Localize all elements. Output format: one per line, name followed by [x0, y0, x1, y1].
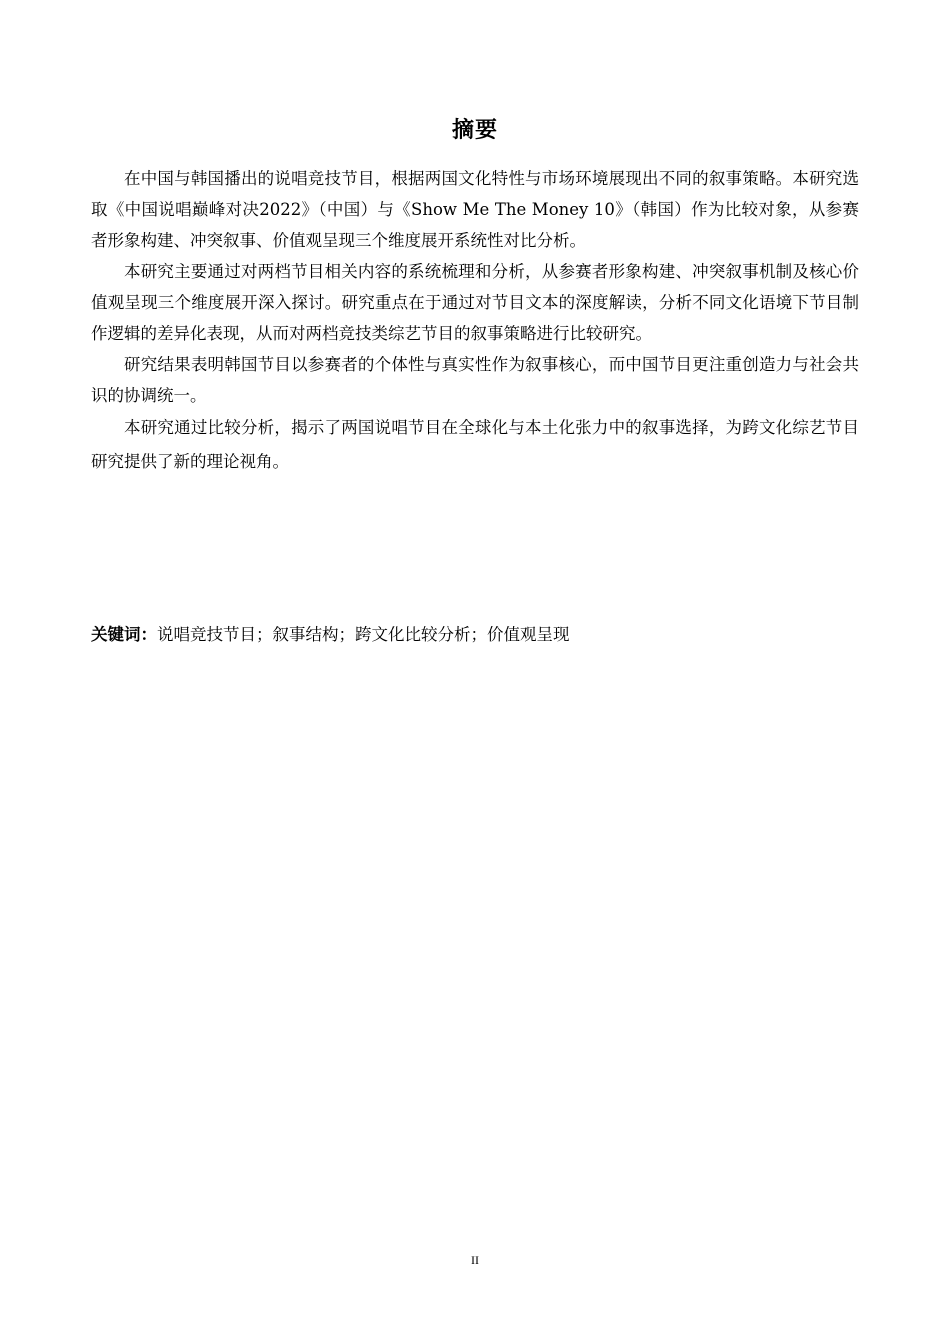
page-number: II [471, 1253, 479, 1267]
abstract-paragraph-3: 研究结果表明韩国节目以参赛者的个体性与真实性作为叙事核心，而中国节目更注重创造力与社会共识的协调统一。 [91, 355, 859, 405]
abstract-body [91, 163, 859, 479]
abstract-paragraph-2: 本研究主要通过对两档节目相关内容的系统梳理和分析，从参赛者形象构建、冲突叙事机制及核心价值观呈现三个维度展开深入探讨。研究重点在于通过对节目文本的深度解读，分析不同文化语境下节目制作逻辑的差异化表现，从而对两档竞技类综艺节目的叙事策略进行比较研究。 [91, 262, 859, 343]
keywords-label: 关键词： [91, 625, 157, 644]
keywords-line [91, 621, 859, 649]
abstract-title: 摘要 [451, 118, 498, 143]
abstract-paragraph-4: 本研究通过比较分析，揭示了两国说唱节目在全球化与本土化张力中的叙事选择，为跨文化综艺节目研究提供了新的理论视角。 [91, 418, 859, 471]
abstract-paragraph-1: 在中国与韩国播出的说唱竞技节目，根据两国文化特性与市场环境展现出不同的叙事策略。本研究选取《中国说唱巅峰对决2022》（中国）与《Show Me The Money 10》（韩国）作为比较对象，从参赛者形象构建、冲突叙事、价值观呈现三个维度展开系统性对比分析。 [91, 169, 859, 250]
keywords-text: 说唱竞技节目；叙事结构；跨文化比较分析；价值观呈现 [157, 625, 570, 644]
